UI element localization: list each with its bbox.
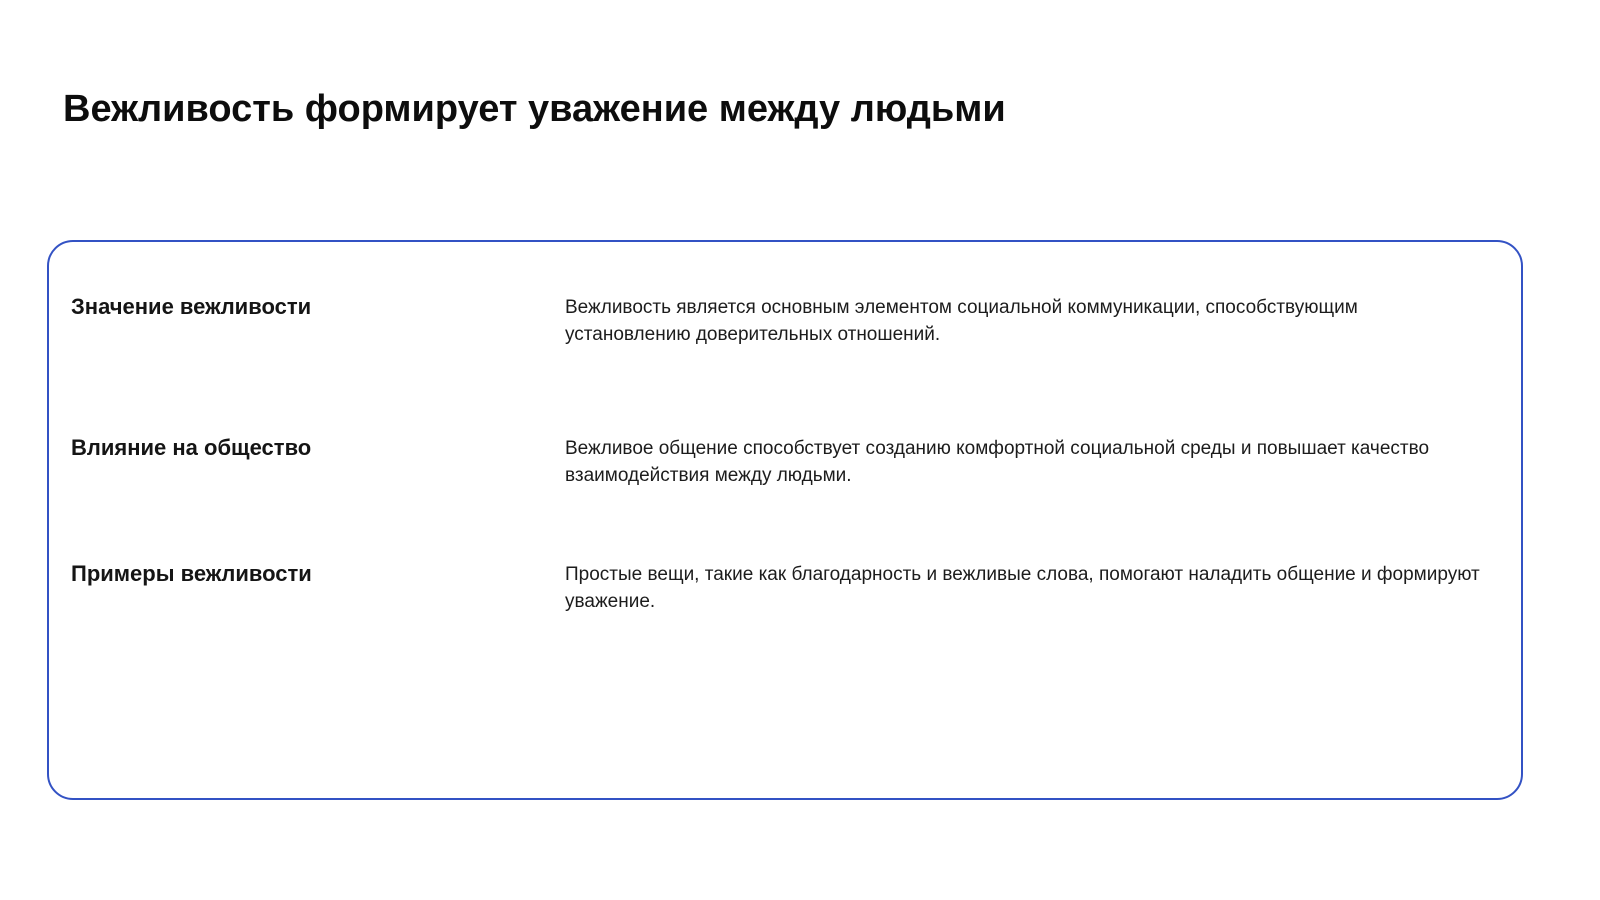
row-description: Простые вещи, такие как благодарность и вежливые слова, помогают наладить общение и формируют уважение.	[565, 564, 1480, 612]
info-card	[47, 240, 1523, 800]
row-heading: Значение вежливости	[71, 294, 312, 319]
row-heading: Примеры вежливости	[71, 561, 312, 586]
row-description: Вежливое общение способствует созданию комфортной социальной среды и повышает качество взаимодействия между людьми.	[565, 438, 1430, 486]
row-description: Вежливость является основным элементом социальной коммуникации, способствующим установлению доверительных отношений.	[565, 297, 1358, 345]
page-title: Вежливость формирует уважение между людьми	[63, 88, 1006, 130]
row-heading: Влияние на общество	[71, 435, 312, 460]
